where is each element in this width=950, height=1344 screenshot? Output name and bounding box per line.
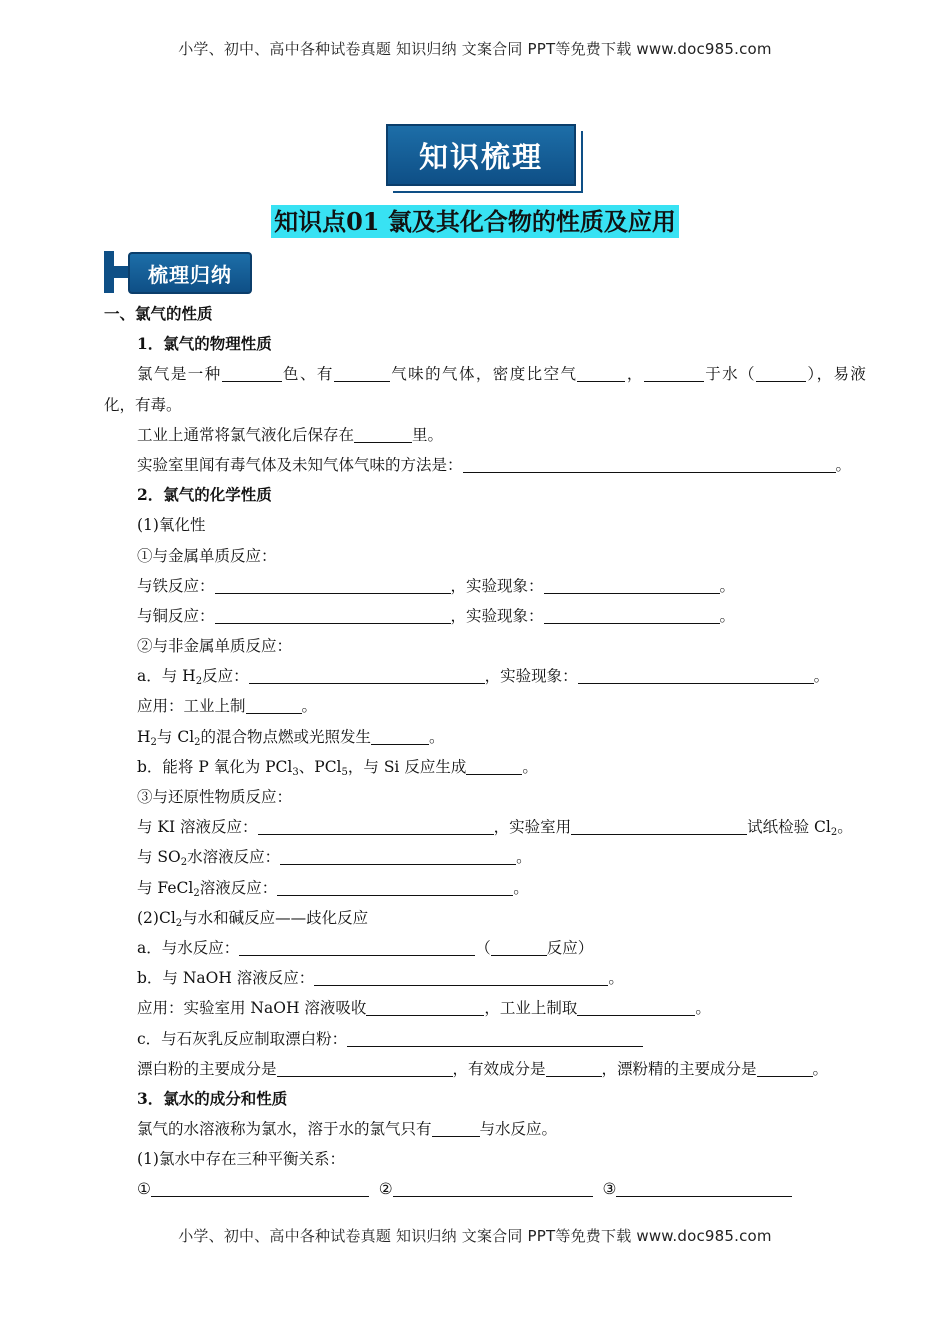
paragraph: (1)氧化性 [137, 516, 206, 535]
fill-blank[interactable] [578, 666, 814, 684]
fill-blank[interactable] [151, 1179, 369, 1197]
tab-decor-notch [114, 266, 128, 278]
worksheet-body [104, 299, 866, 1205]
fill-blank[interactable] [280, 847, 516, 865]
fill-blank[interactable] [371, 727, 429, 745]
fill-blank[interactable] [546, 1059, 602, 1077]
fill-blank[interactable] [463, 455, 836, 473]
paragraph: 与铜反应： ，实验现象： 。 [137, 606, 736, 625]
paragraph: a．与 $H_2$反应： ，实验现象： 。 [137, 667, 830, 688]
paragraph: ②与非金属单质反应： [137, 637, 293, 656]
fill-blank[interactable] [432, 1119, 480, 1137]
fill-blank[interactable] [258, 817, 494, 835]
subsection-heading: 3．氯水的成分和性质 [137, 1088, 288, 1108]
page-header: 小学、初中、高中各种试卷真题 知识归纳 文案合同 PPT等免费下载 www.doc985.com [178, 40, 772, 58]
paragraph: ①与金属单质反应： [137, 546, 277, 565]
paragraph: 化，有毒。 [104, 395, 182, 414]
paragraph: (1)氯水中存在三种平衡关系： [137, 1150, 345, 1169]
fill-blank[interactable] [644, 364, 704, 382]
subsection-heading: 2．氯气的化学性质 [137, 485, 272, 505]
fill-blank[interactable] [393, 1179, 593, 1197]
fill-blank[interactable] [246, 696, 302, 714]
fill-blank[interactable] [277, 878, 513, 896]
fill-blank[interactable] [239, 938, 475, 956]
section-banner: 知识梳理 [386, 124, 576, 186]
paragraph: 氯气的水溶液称为氯水，溶于水的氯气只有 与水反应。 [137, 1120, 558, 1139]
paragraph: 漂白粉的主要成分是 ，有效成分是 ，漂粉精的主要成分是 。 [137, 1059, 829, 1078]
paragraph: 应用：实验室用 NaOH 溶液吸收 ，工业上制取 。 [137, 999, 711, 1018]
fill-blank[interactable] [544, 576, 720, 594]
fill-blank[interactable] [222, 364, 282, 382]
paragraph: $(2)Cl_2$与水和碱反应——歧化反应 [137, 908, 369, 929]
paragraph: 与 KI 溶液反应： ，实验室用 试纸检验 $Cl_2$。 [137, 818, 853, 839]
fill-blank[interactable] [347, 1029, 643, 1047]
fill-blank[interactable] [215, 576, 451, 594]
fill-blank[interactable] [314, 968, 608, 986]
knowledge-point-title: 知识点01 氯及其化合物的性质及应用 [0, 202, 950, 237]
fill-blank[interactable] [366, 998, 484, 1016]
paragraph: 实验室里闻有毒气体及未知气体气味的方法是： 。 [137, 455, 852, 474]
paragraph: 应用：工业上制 。 [137, 697, 318, 716]
paragraph: 与 $SO_2$水溶液反应： 。 [137, 848, 532, 869]
paragraph: c．与石灰乳反应制取漂白粉： [104, 1024, 866, 1054]
fill-blank[interactable] [249, 666, 485, 684]
fill-blank[interactable] [756, 364, 806, 382]
paragraph: 氯气是一种 色、有 气味的气体，密度比空气 ， 于水（ ），易液 [137, 365, 866, 384]
fill-blank[interactable] [215, 606, 451, 624]
paragraph: 工业上通常将氯气液化后保存在 里。 [137, 425, 444, 444]
fill-blank[interactable] [757, 1059, 813, 1077]
paragraph: a．与水反应： （ 反应） [137, 938, 594, 957]
fill-blank[interactable] [616, 1179, 792, 1197]
page-footer: 小学、初中、高中各种试卷真题 知识归纳 文案合同 PPT等免费下载 www.doc985.com [178, 1227, 772, 1245]
fill-blank[interactable] [354, 425, 412, 443]
paragraph: 与铁反应： ，实验现象： 。 [137, 576, 736, 595]
fill-blank[interactable] [577, 364, 625, 382]
section-heading: 一、氯气的性质 [104, 304, 213, 323]
fill-blank[interactable] [544, 606, 720, 624]
paragraph: $H_2$与 $Cl_2$的混合物点燃或光照发生 。 [137, 727, 445, 748]
paragraph: 与 FeCl$_2$溶液反应： 。 [137, 878, 529, 899]
fill-blank[interactable] [577, 998, 695, 1016]
tab-decor-bar [104, 251, 114, 293]
fill-blank[interactable] [277, 1059, 453, 1077]
fill-blank[interactable] [334, 364, 390, 382]
fill-blank[interactable] [571, 817, 747, 835]
paragraph: ③与还原性物质反应： [137, 788, 293, 806]
summary-tab-label: 梳理归纳 [128, 252, 252, 294]
paragraph: b．与 NaOH 溶液反应： 。 [137, 969, 624, 988]
fill-blank[interactable] [466, 757, 522, 775]
paragraph: ① ② ③ [104, 1174, 866, 1204]
subsection-heading: 1．氯气的物理性质 [137, 334, 272, 354]
paragraph: b．能将 P 氧化为 PCl$_3$、PCl$_5$，与 Si 反应生成 。 [137, 757, 538, 778]
fill-blank[interactable] [491, 938, 547, 956]
